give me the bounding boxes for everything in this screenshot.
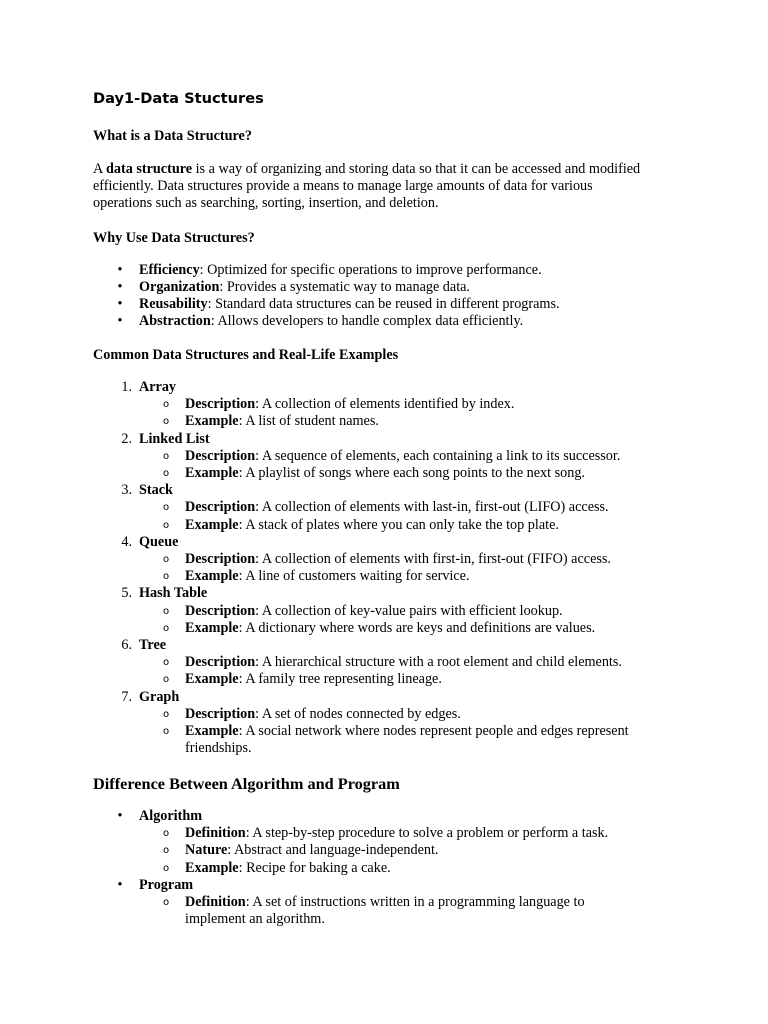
item-number: 1. <box>121 379 132 395</box>
sub-item <box>139 842 685 859</box>
desc-label: Description <box>185 654 256 671</box>
item-number: 6. <box>121 637 132 654</box>
desc-label: Description <box>185 447 256 464</box>
item-number: 4. <box>121 533 132 550</box>
para-rest: is a way of organizing and storing data so that it can be accessed and modified efficiently. Data structures provide a means to manage large amounts of data for various operations such as searching, sorting, insertion, and deletion. <box>93 161 641 211</box>
list-item <box>0 482 768 534</box>
list-item <box>0 689 768 758</box>
heading-why-use: Why Use Data Structures? <box>93 230 255 246</box>
definition-text: : A step-by-step procedure to solve a problem or perform a task. <box>245 825 609 842</box>
example-label: Example <box>185 413 239 430</box>
desc-label: Description <box>185 396 256 413</box>
circle-bullet-icon: o <box>162 845 170 857</box>
item-name: Program <box>139 876 194 893</box>
circle-bullet-icon: o <box>162 622 170 634</box>
item-text: : Allows developers to handle complex data efficiently. <box>210 313 524 330</box>
example-text: : A family tree representing lineage. <box>238 671 442 688</box>
sub-item <box>139 620 685 637</box>
item-text: : Provides a systematic way to manage data. <box>219 279 470 296</box>
data-structures-list <box>0 379 768 757</box>
bullet-icon: • <box>117 876 123 893</box>
circle-bullet-icon: o <box>162 674 170 686</box>
example-text: : A stack of plates where you can only take the top plate. <box>238 516 559 533</box>
circle-bullet-icon: o <box>162 571 170 583</box>
example-label: Example <box>185 465 239 482</box>
sub-item <box>139 825 685 842</box>
list-item <box>0 585 768 637</box>
nature-text: : Abstract and language-independent. <box>227 842 439 859</box>
item-name: Array <box>139 379 177 395</box>
example-label: Example <box>185 516 239 533</box>
sub-item <box>139 396 685 413</box>
circle-bullet-icon: o <box>162 605 170 617</box>
heading-algorithm-vs-program: Difference Between Algorithm and Program <box>93 774 400 793</box>
sub-item <box>139 413 685 430</box>
sub-list <box>139 396 768 430</box>
sub-list <box>139 706 768 758</box>
sub-item <box>139 551 685 568</box>
desc-label: Description <box>185 499 256 516</box>
why-use-list <box>0 262 768 330</box>
circle-bullet-icon: o <box>162 657 170 669</box>
circle-bullet-icon: o <box>162 828 170 840</box>
item-number: 3. <box>121 482 132 499</box>
sub-item <box>139 671 685 688</box>
heading-common-structures: Common Data Structures and Real-Life Examples <box>93 347 399 363</box>
item-name: Queue <box>139 533 179 550</box>
item-name: Hash Table <box>139 585 208 602</box>
definition-label: Definition <box>185 894 246 911</box>
list-item <box>0 637 768 689</box>
sub-list <box>139 894 768 928</box>
definition-label: Definition <box>185 825 246 842</box>
list-item <box>0 808 768 877</box>
list-item <box>0 431 768 483</box>
item-term: Reusability <box>139 296 208 313</box>
sub-list <box>139 825 768 877</box>
sub-list <box>139 551 768 585</box>
sub-item <box>139 603 685 620</box>
circle-bullet-icon: o <box>162 416 170 428</box>
desc-label: Description <box>185 551 256 568</box>
nature-label: Nature <box>185 842 228 859</box>
bullet-icon: • <box>117 313 123 330</box>
desc-text: : A collection of key-value pairs with efficient lookup. <box>255 602 563 619</box>
sub-list <box>139 654 768 688</box>
sub-list <box>139 603 768 637</box>
list-item <box>0 379 768 431</box>
sub-item <box>139 654 685 671</box>
para-bold-term: data structure <box>106 161 193 177</box>
example-text: : A social network where nodes represent people and edges represent friendships. <box>185 723 629 757</box>
item-term: Efficiency <box>139 262 200 278</box>
bullet-icon: • <box>117 262 123 278</box>
circle-bullet-icon: o <box>162 399 170 411</box>
circle-bullet-icon: o <box>162 708 170 720</box>
example-text: : Recipe for baking a cake. <box>238 859 391 876</box>
desc-text: : A collection of elements with first-in, first-out (FIFO) access. <box>255 551 611 568</box>
bullet-icon: • <box>117 279 123 296</box>
example-label: Example <box>185 859 239 876</box>
example-text: : A dictionary where words are keys and definitions are values. <box>238 619 596 636</box>
heading-what-is: What is a Data Structure? <box>93 128 252 144</box>
circle-bullet-icon: o <box>162 726 170 738</box>
list-item <box>0 534 768 586</box>
item-number: 7. <box>121 688 132 705</box>
item-term: Abstraction <box>139 313 211 330</box>
bullet-icon: • <box>117 296 123 313</box>
algorithm-program-list <box>0 808 768 928</box>
sub-item <box>139 448 685 465</box>
item-text: : Optimized for specific operations to improve performance. <box>199 262 542 278</box>
example-text: : A line of customers waiting for service. <box>238 568 470 585</box>
desc-label: Description <box>185 705 256 722</box>
example-text: : A list of student names. <box>238 413 379 430</box>
list-item <box>0 296 768 313</box>
example-label: Example <box>185 619 239 636</box>
item-name: Linked List <box>139 430 210 447</box>
example-text: : A playlist of songs where each song points to the next song. <box>238 465 585 482</box>
circle-bullet-icon: o <box>162 897 170 909</box>
circle-bullet-icon: o <box>162 450 170 462</box>
para-prefix: A <box>93 161 107 177</box>
item-term: Organization <box>139 279 220 296</box>
circle-bullet-icon: o <box>162 468 170 480</box>
item-number: 5. <box>121 585 132 602</box>
circle-bullet-icon: o <box>162 502 170 514</box>
sub-item <box>139 706 685 723</box>
desc-text: : A set of nodes connected by edges. <box>255 705 461 722</box>
sub-item <box>139 894 635 928</box>
item-number: 2. <box>121 430 132 447</box>
item-name: Stack <box>139 482 173 499</box>
sub-item <box>139 517 685 534</box>
desc-text: : A collection of elements identified by index. <box>255 396 515 413</box>
list-item <box>0 262 768 279</box>
example-label: Example <box>185 671 239 688</box>
item-text: : Standard data structures can be reused in different programs. <box>207 296 560 313</box>
sub-item <box>139 499 685 516</box>
sub-list <box>139 499 768 533</box>
example-label: Example <box>185 568 239 585</box>
sub-item <box>139 723 685 757</box>
list-item <box>0 877 768 929</box>
circle-bullet-icon: o <box>162 519 170 531</box>
bullet-icon: • <box>117 808 123 824</box>
example-label: Example <box>185 723 239 740</box>
item-name: Tree <box>139 637 167 654</box>
item-name: Graph <box>139 688 180 705</box>
sub-item <box>139 465 685 482</box>
list-item <box>0 313 768 330</box>
desc-text: : A hierarchical structure with a root element and child elements. <box>255 654 622 671</box>
sub-item <box>139 568 685 585</box>
desc-text: : A collection of elements with last-in, first-out (LIFO) access. <box>255 499 609 516</box>
sub-item <box>139 860 685 877</box>
item-name: Algorithm <box>139 808 203 824</box>
definition-paragraph <box>93 161 653 212</box>
circle-bullet-icon: o <box>162 554 170 566</box>
sub-list <box>139 448 768 482</box>
desc-label: Description <box>185 602 256 619</box>
desc-text: : A sequence of elements, each containing a link to its successor. <box>255 447 621 464</box>
circle-bullet-icon: o <box>162 862 170 874</box>
list-item <box>0 279 768 296</box>
definition-text: : A set of instructions written in a programming language to implement an algorithm. <box>185 894 585 928</box>
document-title: Day1-Data Stuctures <box>93 90 264 107</box>
